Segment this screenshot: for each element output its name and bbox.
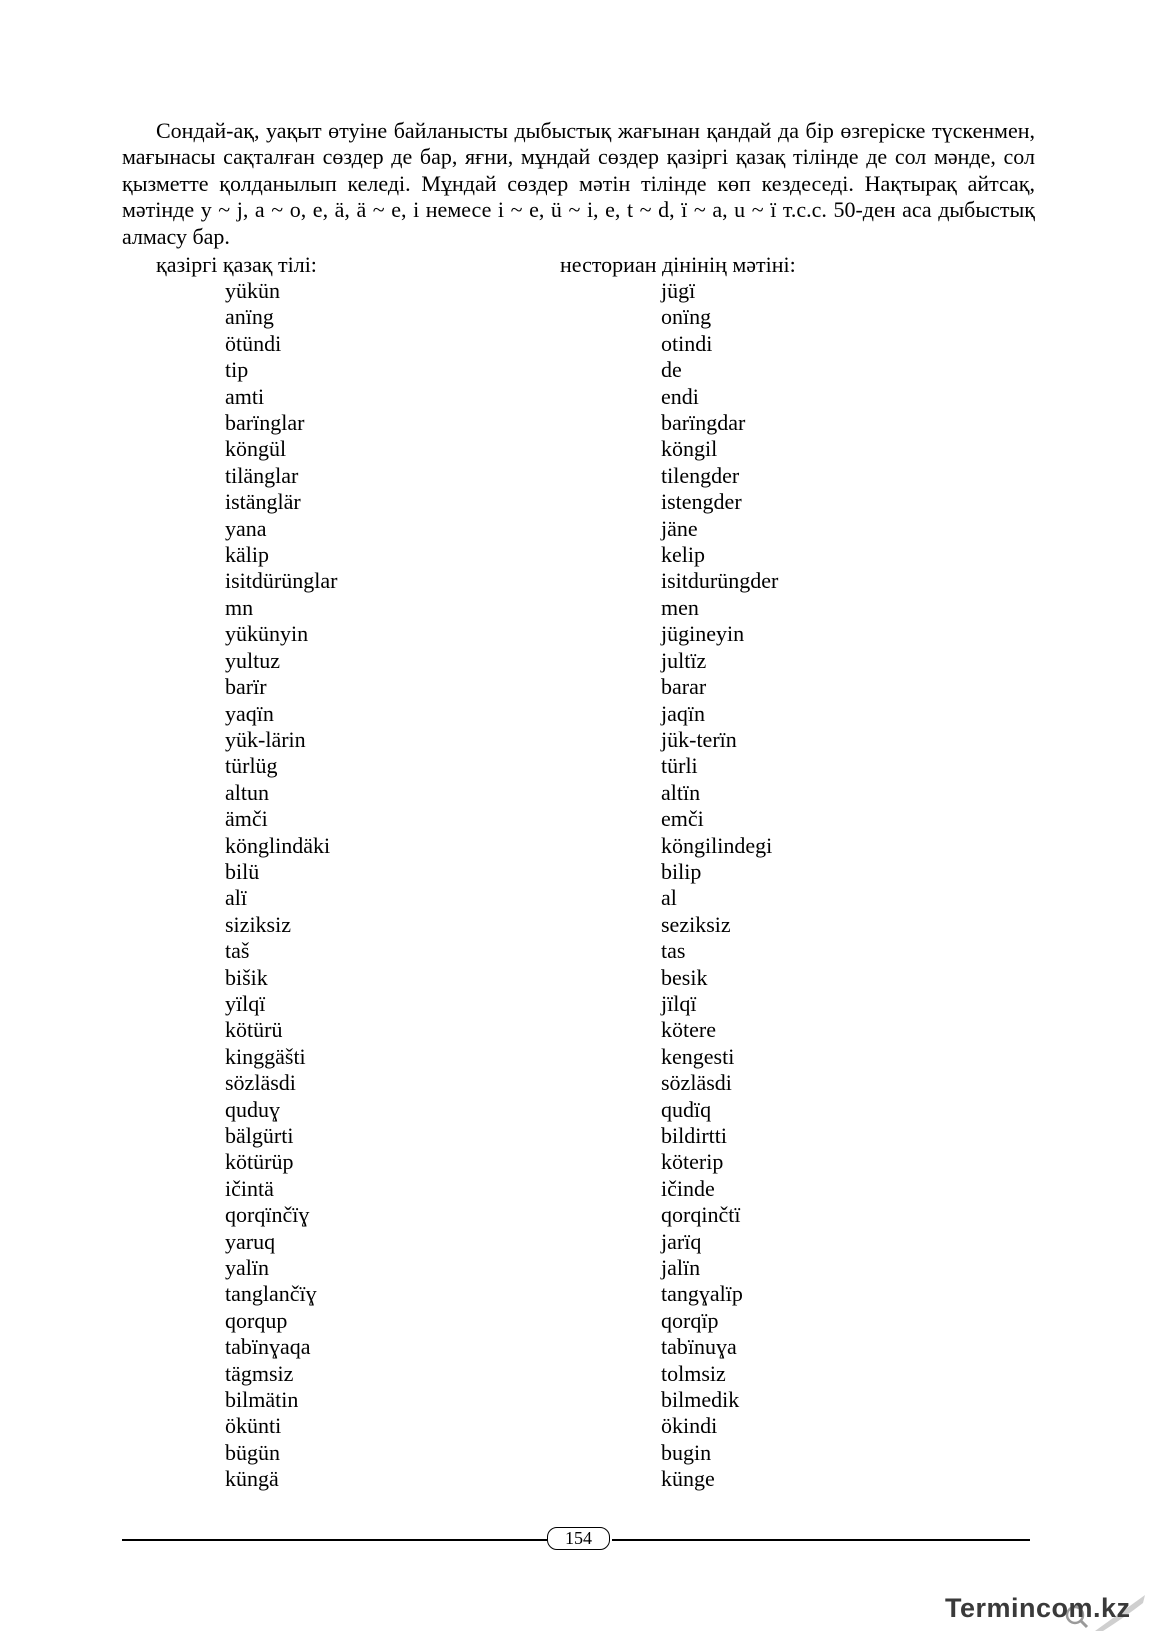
right-word: qudïq [661,1096,712,1122]
left-word: tägmsiz [225,1360,294,1386]
left-word: kinggäšti [225,1043,306,1069]
right-word: altïn [661,779,701,805]
left-word: yaqïn [225,700,274,726]
left-word: tanglančïɣ [225,1281,317,1307]
footer-rule-right [612,1539,1030,1541]
left-word: alï [225,885,247,911]
left-word: türlüg [225,753,278,779]
right-word: de [661,357,682,383]
right-word: tilengder [661,462,740,488]
right-word: barar [661,674,707,700]
left-word: köngül [225,436,287,462]
right-word: kelip [661,542,705,568]
left-word: barïnglar [225,410,305,436]
right-word: bilip [661,858,702,884]
left-word: yultuz [225,647,280,673]
left-word: ämči [225,806,268,832]
left-word: kötürü [225,1017,283,1043]
right-word: jalïn [661,1255,701,1281]
left-word: yalïn [225,1255,269,1281]
right-word: onïng [661,304,712,330]
right-word: seziksiz [661,911,731,937]
watermark-logo[interactable] [945,1593,1150,1633]
nestorian-text-word-list [661,278,778,1493]
right-word: tas [661,938,686,964]
left-word: siziksiz [225,911,291,937]
left-word: könglindäki [225,832,331,858]
right-word: jük-terïn [661,726,737,752]
right-word: jïlqï [661,990,697,1016]
footer-rule-left [122,1539,547,1541]
right-word: köterip [661,1149,724,1175]
right-word: bugin [661,1439,712,1465]
left-word: yaruq [225,1228,276,1254]
left-word: bilü [225,858,260,884]
left-word: quduɣ [225,1096,280,1122]
left-word: yükünyin [225,621,309,647]
left-word: anïng [225,304,274,330]
right-word: jultïz [661,647,707,673]
right-word: tangɣalïp [661,1281,743,1307]
right-word: ökindi [661,1413,718,1439]
right-column-header: несториан дінінің мәтіні: [560,252,796,277]
left-word: bügün [225,1439,280,1465]
right-word: al [661,885,677,911]
left-word: yïlqï [225,990,266,1016]
left-word: yükün [225,278,280,303]
left-word: sözläsdi [225,1070,296,1096]
left-word: bälgürti [225,1123,294,1148]
page-number: 154 [547,1527,610,1550]
left-word: tip [225,357,249,383]
left-word: küngä [225,1466,279,1492]
left-word: yana [225,515,267,541]
right-word: qorqïp [661,1307,719,1333]
left-word: bišik [225,964,268,990]
left-word: qorqup [225,1307,288,1333]
right-word: men [661,594,699,620]
right-word: ičinde [661,1175,715,1201]
watermark-text: Termincom.kz [945,1593,1131,1623]
left-word: isitdürünglar [225,568,338,594]
right-word: köngil [661,436,718,462]
right-word: emči [661,806,704,832]
right-word: jäne [661,515,698,541]
left-word: kötürüp [225,1149,294,1175]
right-word: sözläsdi [661,1070,732,1096]
right-word: türli [661,753,698,779]
left-word: barïr [225,674,267,700]
right-word: jügï [661,278,696,303]
right-word: jaqïn [661,700,705,726]
left-word: amti [225,383,265,409]
left-word: qorqïnčïɣ [225,1202,310,1228]
right-word: besik [661,964,708,990]
right-word: bilmedik [661,1387,740,1413]
right-word: kötere [661,1017,716,1043]
right-word: tabïnuɣa [661,1334,737,1360]
left-word: kälip [225,542,269,568]
right-word: istengder [661,489,742,515]
left-word: ötündi [225,330,282,356]
right-word: qorqinčtï [661,1202,741,1228]
left-word: tabïnɣaqa [225,1334,311,1360]
right-word: barïngdar [661,410,746,436]
right-word: köngilindegi [661,832,773,858]
right-word: endi [661,383,699,409]
left-word: taš [225,938,250,964]
left-word: yük-lärin [225,726,306,752]
right-word: kengesti [661,1043,735,1069]
left-word: ičintä [225,1175,274,1201]
left-column-header: қазіргі қазақ тілі: [156,252,317,277]
right-word: otindi [661,330,713,356]
left-word: ökünti [225,1413,282,1439]
right-word: tolmsiz [661,1360,726,1386]
right-word: jügineyin [661,621,745,647]
left-word: altun [225,779,269,805]
modern-kazakh-word-list [225,278,337,1493]
left-word: tilänglar [225,462,299,488]
body-paragraph: Сондай-ақ, уақыт өтуіне байланысты дыбыстық жағынан қандай да бір өзгеріске түскенмен, мағынасы сақталған сөздер де бар, яғни, мұндай сөздер қазіргі қазақ тілінде де сол мәнде, сол қызметте қолданылып келеді. Мұндай сөздер мәтін тілінде көп кездеседі. Нақтырақ айтсақ, мәтінде y ~ j, a ~ o, e, ä, ä ~ e, i немесе i ~ e, ü ~ i, e, t ~ d, ï ~ a, u ~ ï т.с.с. 50-ден аса дыбыстық алмасу бар. [122,118,1035,249]
left-word: bilmätin [225,1387,299,1413]
right-word: jarïq [661,1228,702,1254]
left-word: mn [225,594,254,620]
left-word: istänglär [225,489,301,515]
right-word: künge [661,1466,715,1492]
right-word: isitdurüngder [661,568,779,594]
right-word: bildirtti [661,1123,727,1148]
